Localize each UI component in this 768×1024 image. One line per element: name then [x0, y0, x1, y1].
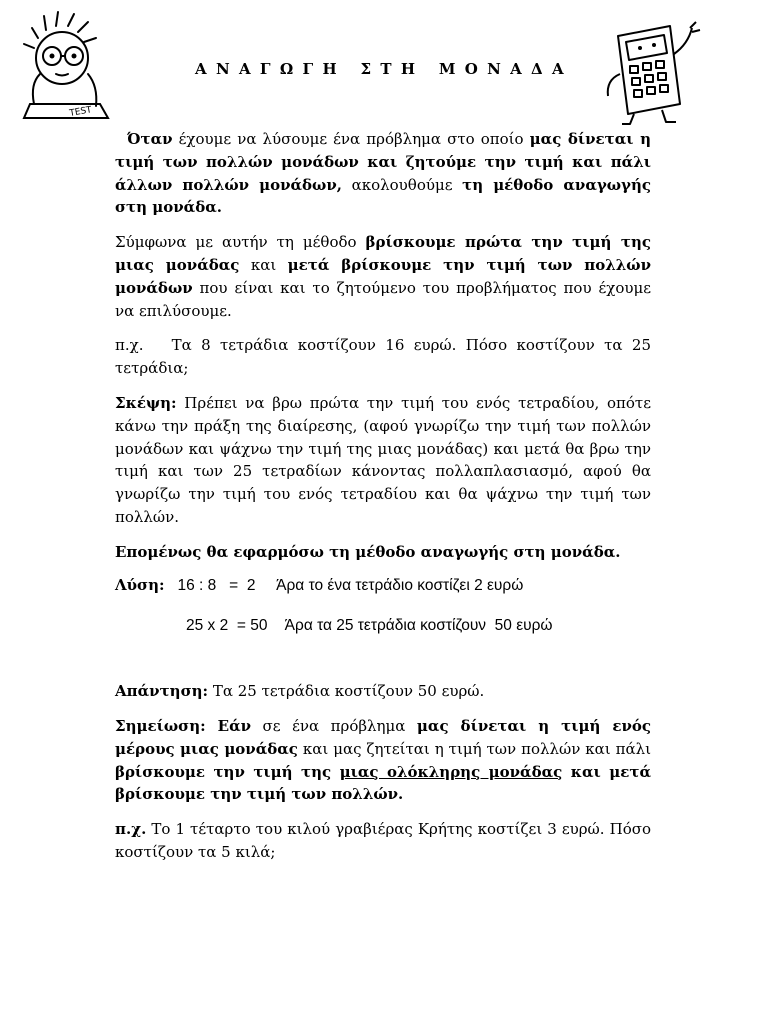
- therefore-paragraph: Επομένως θα εφαρμόσω τη μέθοδο αναγωγής στη μονάδα.: [115, 542, 621, 561]
- solution-label: Λύση:: [115, 575, 165, 594]
- intro-bold-2: τη μέθοδο αναγωγής στη μονάδα.: [115, 175, 652, 217]
- example-2-text: Το 1 τέταρτο του κιλού γραβιέρας Κρήτης κοστίζει 3 ευρώ. Πόσο κοστίζουν τα 5 κιλά;: [115, 820, 651, 861]
- intro-text-2: ακολουθούμε: [341, 175, 463, 194]
- note-bold-1: μας δίνεται η τιμή ενός μέρους μιας μονάδας: [115, 716, 651, 758]
- solution-calc-1: 16 : 8 = 2 Άρα το ένα τετράδιο κοστίζει 2 ευρώ: [164, 576, 524, 594]
- page-title: ΑΝΑΓΩΓΗ ΣΤΗ ΜΟΝΑΔΑ: [195, 60, 573, 78]
- example-2-label: π.χ.: [115, 820, 147, 839]
- answer-paragraph: [115, 680, 651, 703]
- method-bold-2: μετά βρίσκουμε την τιμή των πολλών μονάδων: [115, 255, 651, 297]
- method-paragraph: [115, 231, 651, 322]
- note-text-1: σε ένα πρόβλημα: [251, 716, 417, 735]
- thinking-label: Σκέψη:: [115, 393, 177, 412]
- solution-line-2: [115, 615, 651, 638]
- note-bold-3: και μετά βρίσκουμε την τιμή των πολλών.: [115, 762, 651, 804]
- calculator-character-icon: [600, 14, 710, 129]
- note-underlined: μιας ολόκληρης μονάδας: [339, 762, 563, 781]
- answer-label: Απάντηση:: [115, 682, 209, 701]
- boy-studying-icon: [18, 8, 114, 128]
- answer-text: Τα 25 τετράδια κοστίζουν 50 ευρώ.: [208, 682, 485, 701]
- document-body: [115, 128, 656, 876]
- svg-text:TEST: TEST: [68, 105, 93, 119]
- method-text-1: Σύμφωνα με αυτήν τη μέθοδο: [115, 233, 366, 252]
- note-bold-2: βρίσκουμε την τιμή της: [115, 762, 340, 781]
- note-label: Σημείωση: Εάν: [115, 716, 252, 735]
- method-bold-1: βρίσκουμε πρώτα την τιμή της μιας μονάδας: [115, 233, 651, 274]
- example-2-paragraph: [115, 818, 651, 864]
- example-paragraph: π.χ. Τα 8 τετράδια κοστίζουν 16 ευρώ. Πόσο κοστίζουν τα 25 τετράδια;: [115, 336, 656, 378]
- thinking-text: Πρέπει να βρω πρώτα την τιμή του ενός τετραδίου, οπότε κάνω την πράξη της διαίρεσης, (αφού γνωρίζω την τιμή των πολλών μονάδων και ψάχνω την τιμή της μιας μονάδας) και μετά θα βρω την τιμή και των 25 τετραδίων κάνοντας πολλαπλασιασμό, αφού θα γνωρίζω την τιμή του ενός τετραδίου και θα ψάχνω την τιμή των πολλών.: [115, 393, 651, 526]
- intro-paragraph: [115, 128, 651, 219]
- note-text-2: και μας ζητείται η τιμή των πολλών και πάλι: [297, 739, 651, 758]
- method-text-2: και: [239, 255, 288, 274]
- note-paragraph: [115, 715, 651, 806]
- intro-text-1: έχουμε να λύσουμε ένα πρόβλημα στο οποίο: [172, 130, 530, 148]
- solution-calc-2: 25 x 2 = 50 Άρα τα 25 τετράδια κοστίζουν 50 ευρώ: [186, 617, 553, 635]
- solution-line-1: [115, 574, 651, 598]
- thinking-paragraph: [115, 392, 651, 529]
- method-text-3: που είναι και το ζητούμενο του προβλήματος που έχουμε να επιλύσουμε.: [115, 278, 651, 320]
- intro-bold-1: μας δίνεται η τιμή των πολλών μονάδων και ζητούμε την τιμή και πάλι άλλων πολλών μονάδων,: [115, 130, 651, 194]
- intro-when: Όταν: [127, 130, 173, 148]
